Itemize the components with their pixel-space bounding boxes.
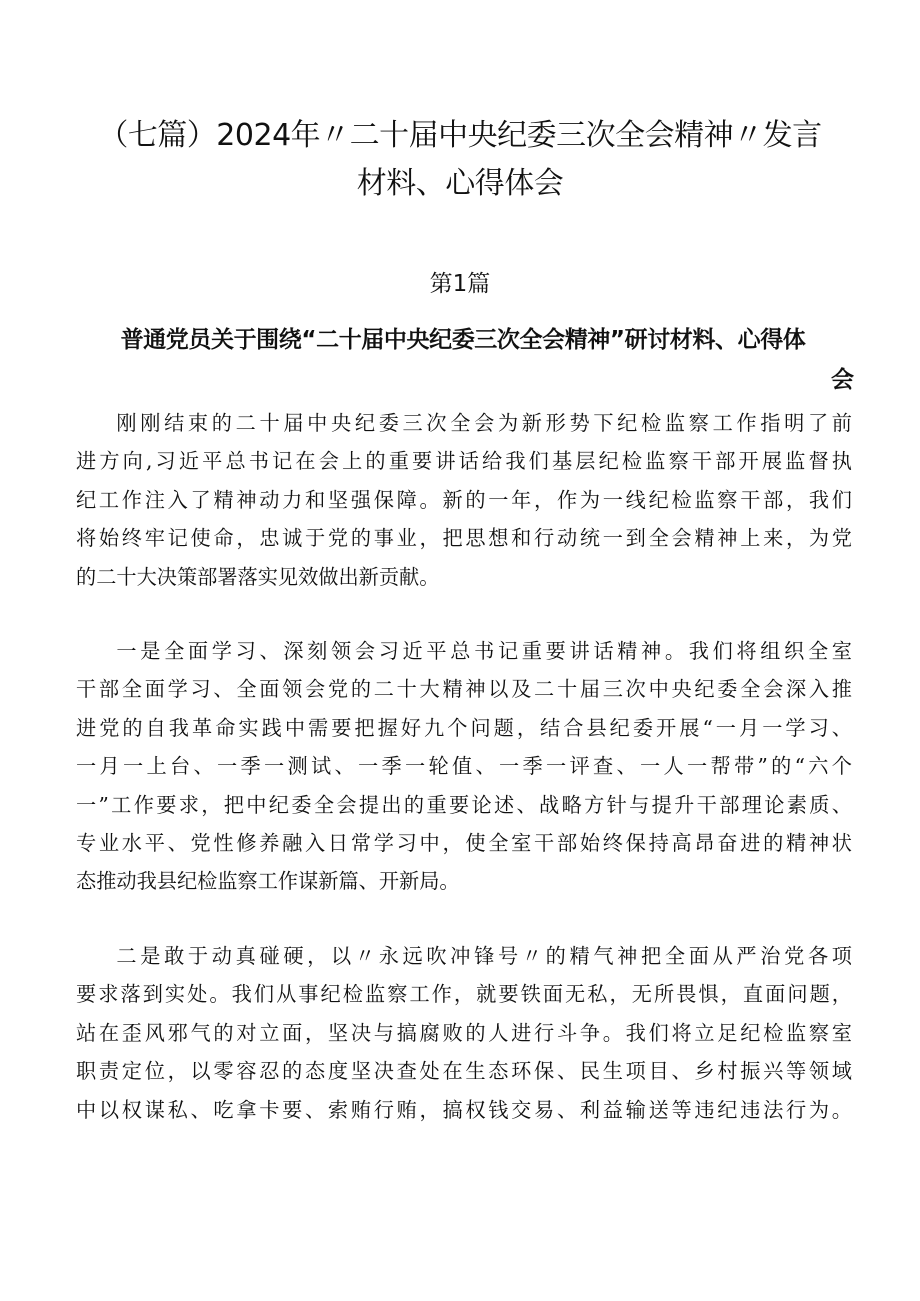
paragraph-line: 中以权谋私、吃拿卡要、索贿行贿，搞权钱交易、利益输送等违纪违法行为。 bbox=[76, 1097, 852, 1122]
body-paragraph-3 bbox=[76, 937, 852, 1129]
paragraph-line: 二是敢于动真碰硬，以〃永远吹冲锋号〃的精气神把全面从严治党各项 bbox=[116, 944, 852, 968]
paragraph-line: 一是全面学习、深刻领会习近平总书记重要讲话精神。我们将组织全室 bbox=[116, 639, 852, 663]
document-title bbox=[80, 112, 840, 208]
paragraph-line: 一月一上台、一季一测试、一季一轮值、一季一评查、一人一帮带”的“六个 bbox=[76, 754, 852, 779]
document-title-line-1: （七篇）2024年〃二十届中央纪委三次全会精神〃发言 bbox=[98, 118, 822, 153]
paragraph-line: 进方向,习近平总书记在会上的重要讲话给我们基层纪检监察干部开展监督执 bbox=[76, 449, 852, 474]
part-heading-line-2: 会 bbox=[831, 367, 854, 393]
paragraph-line: 干部全面学习、全面领会党的二十大精神以及二十届三次中央纪委全会深入推 bbox=[76, 677, 852, 702]
paragraph-line: 态推动我县纪检监察工作谋新篇、开新局。 bbox=[76, 869, 460, 894]
paragraph-line: 专业水平、党性修养融入日常学习中，使全室干部始终保持高昂奋进的精神状 bbox=[76, 831, 852, 856]
paragraph-line: 要求落到实处。我们从事纪检监察工作，就要铁面无私，无所畏惧，直面问题， bbox=[76, 982, 852, 1007]
paragraph-line: 职责定位，以零容忍的态度坚决查处在生态环保、民生项目、乡村振兴等领域 bbox=[76, 1059, 852, 1084]
paragraph-line: 将始终牢记使命，忠诚于党的事业，把思想和行动统一到全会精神上来，为党 bbox=[76, 526, 852, 551]
paragraph-line: 进党的自我革命实践中需要把握好九个问题，结合县纪委开展“一月一学习、 bbox=[76, 715, 852, 740]
body-paragraph-2 bbox=[76, 632, 852, 901]
body-paragraph-1 bbox=[76, 404, 852, 596]
paragraph-line: 纪工作注入了精神动力和坚强保障。新的一年，作为一线纪检监察干部，我们 bbox=[76, 487, 852, 512]
part-heading bbox=[72, 320, 854, 400]
paragraph-line: 站在歪风邪气的对立面，坚决与搞腐败的人进行斗争。我们将立足纪检监察室 bbox=[76, 1020, 852, 1045]
paragraph-line: 的二十大决策部署落实见效做出新贡献。 bbox=[76, 564, 440, 589]
paragraph-line: 刚刚结束的二十届中央纪委三次全会为新形势下纪检监察工作指明了前 bbox=[116, 411, 852, 435]
part-heading-line-1: 普通党员关于围绕“二十届中央纪委三次全会精神”研讨材料、心得体 bbox=[120, 327, 806, 353]
part-label: 第1篇 bbox=[429, 271, 491, 297]
paragraph-line: 一”工作要求，把中纪委全会提出的重要论述、战略方针与提升干部理论素质、 bbox=[76, 792, 852, 817]
document-title-line-2: 材料、心得体会 bbox=[356, 166, 564, 201]
